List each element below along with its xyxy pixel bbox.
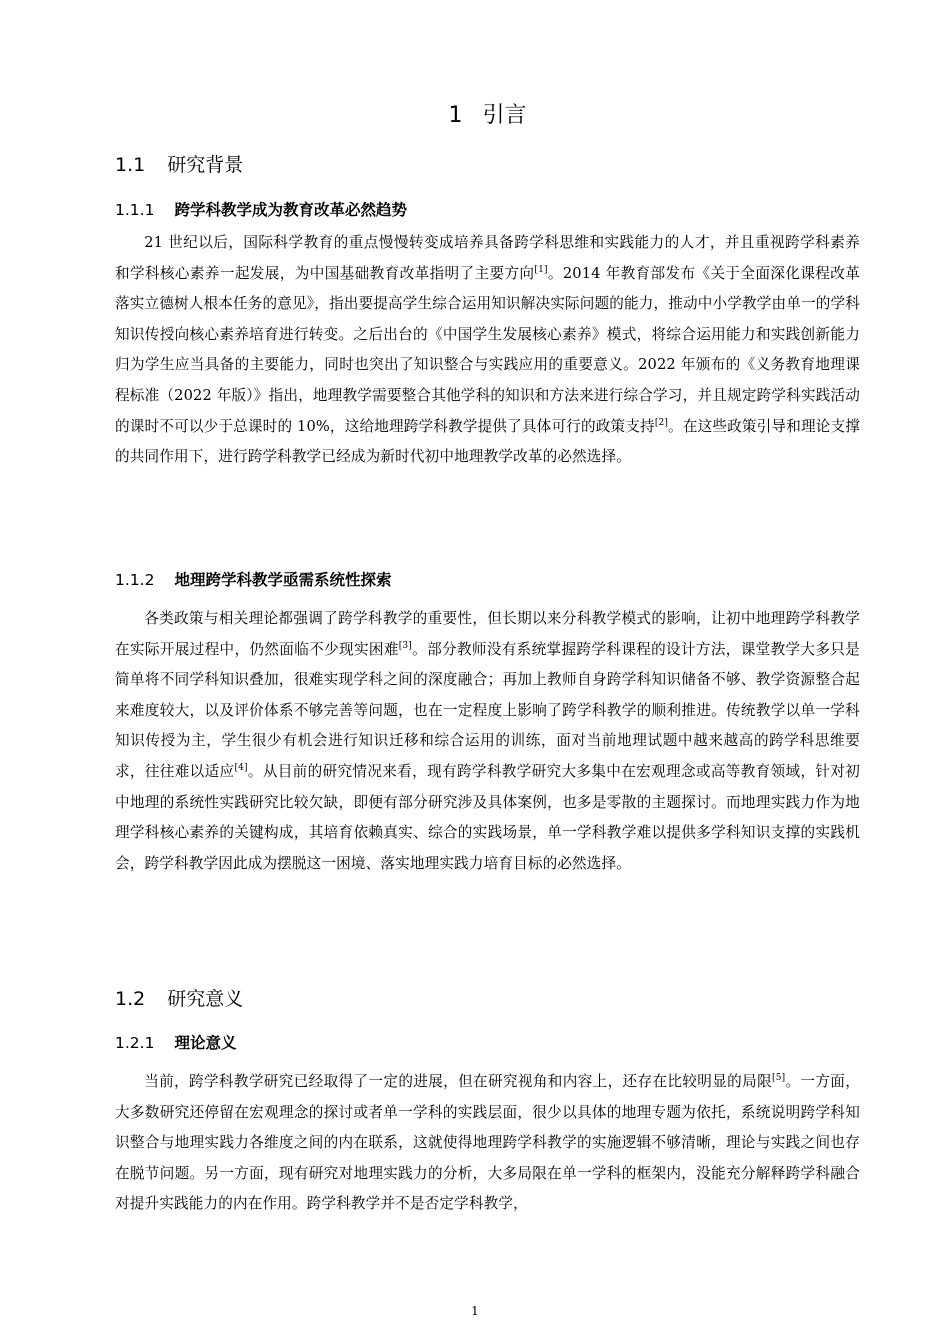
paragraph-text: 21 世纪以后，国际科学教育的重点慢慢转变成培养具备跨学科思维和实践能力的人才，并且重视跨学科素养和学科核心素养一起发展，为中国基础教育改革指明了主要方向 (115, 234, 860, 282)
paragraph-text: 。在这些政策引导和理论支撑的共同作用下，进行跨学科教学已经成为新时代初中地理教学改革的必然选择。 (115, 417, 861, 466)
paragraph-text: 。部分教师没有系统掌握跨学科课程的设计方法，课堂教学大多只是简单将不同学科知识叠加，很难实现学科之间的深度融合；再加上教师自身跨学科知识储备不够、教学资源整合起来难度较大，以及评价体系不够完善等问题，也在一定程度上影响了跨学科教学的顺利推进。传统教学以单一学科知识传授为主，学生很少有机会进行知识迁移和综合运用的训练，面对当前地理试题中越来越高的跨学科思维要求，往往难以适应 (115, 640, 860, 780)
subsection-number: 1.1.2 (115, 571, 155, 589)
section-title: 研究意义 (167, 988, 244, 1010)
section-heading-1-1 (115, 152, 243, 178)
subsection-number: 1.2.1 (115, 1034, 155, 1052)
citation: [4] (234, 763, 248, 774)
citation: [3] (398, 640, 412, 651)
subsection-title: 地理跨学科教学亟需系统性探索 (174, 571, 392, 589)
paragraph-text: 。2014 年教育部发布《关于全面深化课程改革落实立德树人根本任务的意见》，指出要提高学生综合运用知识解决实际问题的能力，推动中小学教学由单一的学科知识传授向核心素养培育进行转变。之后出台的《中国学生发展核心素养》模式，将综合运用能力和实践创新能力归为学生应当具备的主要能力，同时也突出了知识整合与实践应用的重要意义。2022 年颁布的《义务教育地理课程标准（2022 年版）》指出，地理教学需要整合其他学科的知识和方法来进行综合学习，并且规定跨学科实践活动的课时不可以少于总课时的 10%，这给地理跨学科教学提供了具体可行的政策支持 (115, 264, 861, 435)
citation: [5] (772, 1073, 786, 1084)
citation: [1] (534, 264, 548, 275)
subsection-heading-1-1-1 (115, 198, 407, 222)
paragraph-text: 当前，跨学科教学研究已经取得了一定的进展，但在研究视角和内容上，还存在比较明显的局限 (144, 1073, 773, 1090)
paragraph-text: 各类政策与相关理论都强调了跨学科教学的重要性，但长期以来分科教学模式的影响，让初中地理跨学科教学在实际开展过程中，仍然面临不少现实困难 (115, 610, 860, 658)
chapter-heading (115, 100, 860, 132)
subsection-heading-1-1-2 (115, 568, 391, 592)
subsection-number: 1.1.1 (115, 201, 155, 219)
section-heading-1-2 (115, 986, 243, 1012)
subsection-title: 跨学科教学成为教育改革必然趋势 (174, 201, 407, 219)
citation: [2] (654, 417, 669, 428)
paragraph-theory-significance (115, 1067, 860, 1220)
chapter-number: 1 (448, 103, 463, 128)
page-number: 1 (471, 1304, 479, 1318)
subsection-heading-1-2-1 (115, 1031, 236, 1055)
section-title: 研究背景 (167, 154, 244, 176)
paragraph-background-2 (115, 604, 860, 879)
section-number: 1.2 (115, 988, 146, 1010)
paragraph-background-1 (115, 228, 860, 473)
paragraph-text: 。一方面，大多数研究还停留在宏观理念的探讨或者单一学科的实践层面，很少以具体的地理专题为依托，系统说明跨学科知识整合与地理实践力各维度之间的内在联系，这就使得地理跨学科教学的实施逻辑不够清晰，理论与实践之间也存在脱节问题。另一方面，现有研究对地理实践力的分析，大多局限在单一学科的框架内，没能充分解释跨学科融合对提升实践能力的内在作用。跨学科教学并不是否定学科教学， (115, 1073, 860, 1213)
section-number: 1.1 (115, 154, 146, 176)
chapter-title: 引言 (482, 103, 527, 128)
subsection-title: 理论意义 (174, 1034, 237, 1052)
paragraph-text: 。从目前的研究情况来看，现有跨学科教学研究大多集中在宏观理念或高等教育领域，针对初中地理的系统性实践研究比较欠缺，即便有部分研究涉及具体案例，也多是零散的主题探讨。而地理实践力作为地理学科核心素养的关键构成，其培育依赖真实、综合的实践场景，单一学科教学难以提供多学科知识支撑的实践机会，跨学科教学因此成为摆脱这一困境、落实地理实践力培育目标的必然选择。 (115, 762, 861, 872)
